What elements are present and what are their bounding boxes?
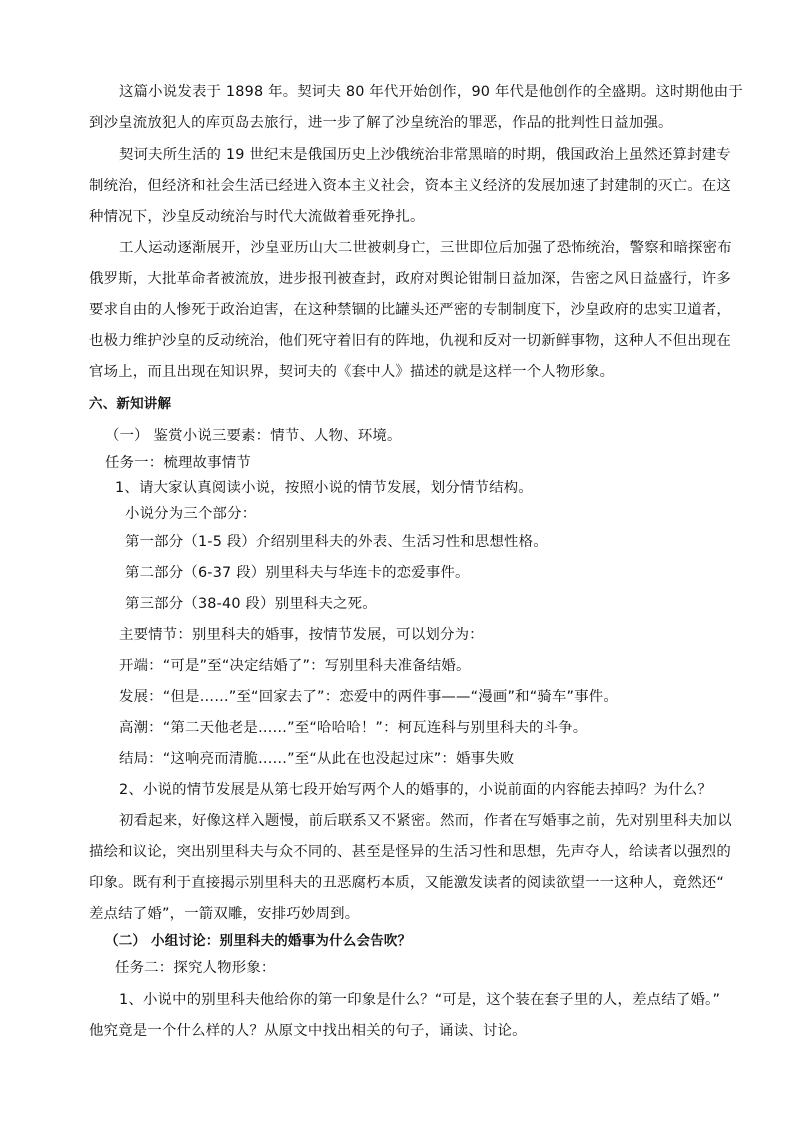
- question-text: 1、小说中的别里科夫他给你的第一印象是什么？“可是，这个装在套子里的人，差点结了婚。”: [119, 992, 721, 1008]
- answer-line: 差点结了婚”，一箭双雕，安排巧妙周到。: [89, 906, 360, 922]
- paragraph-line: 官场上，而且出现在知识界，契诃夫的《套中人》描述的就是这样一个人物形象。: [89, 364, 615, 380]
- question-text: 1、请大家认真阅读小说，按照小说的情节发展，划分情节结构。: [115, 480, 533, 496]
- paragraph-line: 工人运动逐渐展开，沙皇亚历山大二世被刺身亡，三世即位后加强了恐怖统治，警察和暗探密布: [119, 240, 732, 256]
- plot-line: 发展：“但是……”至“回家去了”：恋爱中的两件事——“漫画”和“骑车”事件。: [119, 689, 618, 705]
- section-heading: 六、新知讲解: [89, 396, 172, 412]
- answer-line: 初看起来，好像这样入题慢，前后联系又不紧密。然而，作者在写婚事之前，先对别里科夫加以: [119, 813, 732, 829]
- paragraph-line: 也极力维护沙皇的反动统治，他们死守着旧有的阵地，仇视和反对一切新鲜事物，这种人不但出现在: [89, 333, 731, 349]
- plot-line: 高潮：“第二天他老是……”至“哈哈哈！”：柯瓦连科与别里科夫的斗争。: [119, 720, 588, 736]
- answer-line: 印象。既有利于直接揭示别里科夫的丑恶腐朽本质，又能激发读者的阅读欲望一一这种人，竟然还“: [89, 875, 725, 891]
- paragraph-line: 要求自由的人惨死于政治迫害，在这种禁锢的比罐头还严密的专制制度下，沙皇政府的忠实卫道者，: [89, 302, 731, 318]
- task-heading: 任务一：梳理故事情节: [105, 455, 251, 471]
- list-item: 小说分为三个部分：: [125, 506, 257, 522]
- paragraph-line: 俄罗斯，大批革命者被流放，进步报刊被查封，政府对舆论钳制日益加深，告密之风日益盛行，许多: [89, 271, 731, 287]
- plot-line: 开端：“可是”至“决定结婚了”：写别里科夫准备结婚。: [119, 658, 471, 674]
- subsection-heading: （一） 鉴赏小说三要素：情节、人物、环境。: [105, 428, 402, 444]
- plot-line: 结局：“这响亮而清脆……”至“从此在也没起过床”：婚事失败: [119, 751, 515, 767]
- answer-line: 描绘和议论，突出别里科夫与众不同的、甚至是怪异的生活习性和思想，先声夺人，给读者以强烈的: [89, 844, 731, 860]
- paragraph-line: 契诃夫所生活的 19 世纪末是俄国历史上沙俄统治非常黑暗的时期，俄国政治上虽然还算封建专: [119, 147, 731, 163]
- list-item: 第二部分（6-37 段）别里科夫与华连卡的恋爱事件。: [125, 565, 470, 581]
- paragraph-line: 到沙皇流放犯人的库页岛去旅行，进一步了解了沙皇统治的罪恶，作品的批判性日益加强。: [89, 115, 673, 131]
- paragraph-line: 这篇小说发表于 1898 年。契诃夫 80 年代开始创作，90 年代是他创作的全盛期。这时期他由于: [119, 84, 743, 100]
- subsection-heading: （二） 小组讨论：别里科夫的婚事为什么会告吹？: [105, 933, 412, 949]
- question-text: 2、小说的情节发展是从第七段开始写两个人的婚事的，小说前面的内容能去掉吗？为什么？: [119, 782, 712, 798]
- list-item: 第一部分（1-5 段）介绍别里科夫的外表、生活习性和思想性格。: [125, 534, 548, 550]
- list-item: 第三部分（38-40 段）别里科夫之死。: [125, 596, 377, 612]
- plot-line: 主要情节：别里科夫的婚事，按情节发展，可以划分为：: [119, 627, 484, 643]
- question-text: 他究竟是一个什么样的人？从原文中找出相关的句子，诵读、讨论。: [89, 1023, 527, 1039]
- paragraph-line: 制统治，但经济和社会生活已经进入资本主义社会，资本主义经济的发展加速了封建制的灭亡。在这: [89, 178, 731, 194]
- paragraph-line: 种情况下，沙皇反动统治与时代大流做着垂死挣扎。: [89, 209, 425, 225]
- task-heading: 任务二：探究人物形象：: [115, 960, 276, 976]
